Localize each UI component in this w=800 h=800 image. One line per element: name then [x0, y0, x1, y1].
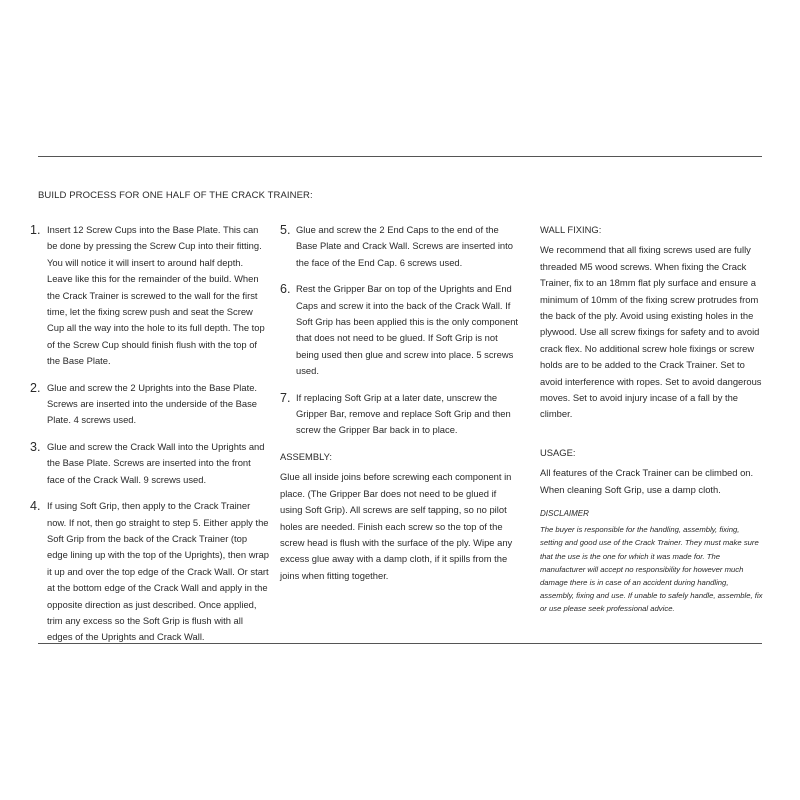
step-text: Glue and screw the Crack Wall into the Uprights and the Base Plate. Screws are inserted into the front face of the Crack Wall. 9 screws used.	[47, 440, 265, 485]
step-1	[30, 222, 270, 370]
step-number: 1.	[30, 223, 41, 237]
usage-title: USAGE:	[540, 446, 576, 458]
assembly-text: Glue all inside joins before screwing each component in place. (The Gripper Bar does not need to be glued if using Soft Grip). All screws are self tapping, so no pilot holes are needed. Finish each screw so the top of the screw head is flush with the surface of the ply. Wipe any excess glue away with a damp cloth, if it spills from the joins when fitting together.	[280, 471, 513, 581]
step-text: Glue and screw the 2 Uprights into the Base Plate. Screws are inserted into the underside of the Base Plate. 4 screws used.	[47, 381, 258, 426]
top-divider	[38, 156, 762, 157]
column-middle	[280, 222, 518, 594]
wall-fixing-title: WALL FIXING:	[540, 224, 602, 235]
usage-text: All features of the Crack Trainer can be climbed on. When cleaning Soft Grip, use a damp cloth.	[540, 467, 754, 495]
step-number: 7.	[280, 390, 291, 405]
step-number: 3.	[30, 439, 41, 454]
step-text: If using Soft Grip, then apply to the Crack Trainer now. If not, then go straight to step 5. Either apply the Soft Grip from the back of the Crack Trainer (top edge lining up with the top of the Uprights), then wrap it up and over the top edge of the Crack Wall. Or start at the bottom edge of the Crack Wall and apply in the opposite direction as just described. Once applied, trim any excess so the Soft Grip is flush with all edges of the Uprights and Crack Wall.	[47, 500, 270, 643]
step-2	[30, 380, 270, 429]
step-number: 6.	[280, 282, 291, 297]
column-left	[30, 222, 270, 656]
assembly-title: ASSEMBLY:	[280, 450, 332, 462]
disclaimer-text: The buyer is responsible for the handling, assembly, fixing, setting and good use of the Crack Trainer. They must make sure that the use is the one for which it was made for. The manufacturer will accept no responsibility for however much damage there is in case of an accident during handling, assembly, fixing and use. If unable to safely handle, assemble, fix or use please seek professional advice.	[540, 525, 763, 614]
step-text: Glue and screw the 2 End Caps to the end of the Base Plate and Crack Wall. Screws are inserted into the face of the End Cap. 6 screws used.	[296, 224, 513, 268]
wall-fixing-text: We recommend that all fixing screws used are fully threaded M5 wood screws. When fixing the Crack Trainer, fix to an 18mm flat ply surface and ensure a minimum of 10mm of the fixing screw protrudes from the back of the ply. Avoid using existing holes in the plywood. Use all screw fixings for safety and to avoid crack flex. No additional screw hole fixings or screw holds are to be added to the Crack Trainer. Set to avoid interference with ropes. Set to avoid dangerous moves. Set to avoid injury incase of a fall by the climber.	[540, 244, 762, 420]
step-text: If replacing Soft Grip at a later date, unscrew the Gripper Bar, remove and replace Soft Grip and then screw the Gripper Bar back in to place.	[296, 391, 511, 436]
bottom-divider	[38, 643, 762, 644]
step-4	[30, 498, 270, 646]
column-right	[540, 222, 764, 616]
step-6	[280, 281, 518, 379]
step-text: Insert 12 Screw Cups into the Base Plate. This can be done by pressing the Screw Cup into their fitting. You will notice it will insert to around half depth. Leave like this for the remainder of the build. When the Crack Trainer is screwed to the wall for the first time, let the fixing screw push and seat the Screw Cup all the way into the hole to its full depth. The top of the Screw Cup should finish flush with the top of the Base Plate.	[47, 224, 265, 367]
step-3	[30, 439, 270, 488]
page-heading: BUILD PROCESS FOR ONE HALF OF THE CRACK TRAINER:	[38, 190, 313, 201]
disclaimer-title: DISCLAIMER	[540, 509, 589, 519]
step-number: 5.	[280, 223, 291, 237]
step-5	[280, 222, 518, 271]
step-number: 4.	[30, 499, 41, 514]
step-text: Rest the Gripper Bar on top of the Uprights and End Caps and screw it into the back of the Crack Wall. If Soft Grip has been applied this is the only component that does not need to be glued. If Soft Grip is not being used then glue and screw into place. 5 screws used.	[296, 283, 519, 377]
step-7	[280, 390, 518, 439]
step-number: 2.	[30, 380, 41, 395]
